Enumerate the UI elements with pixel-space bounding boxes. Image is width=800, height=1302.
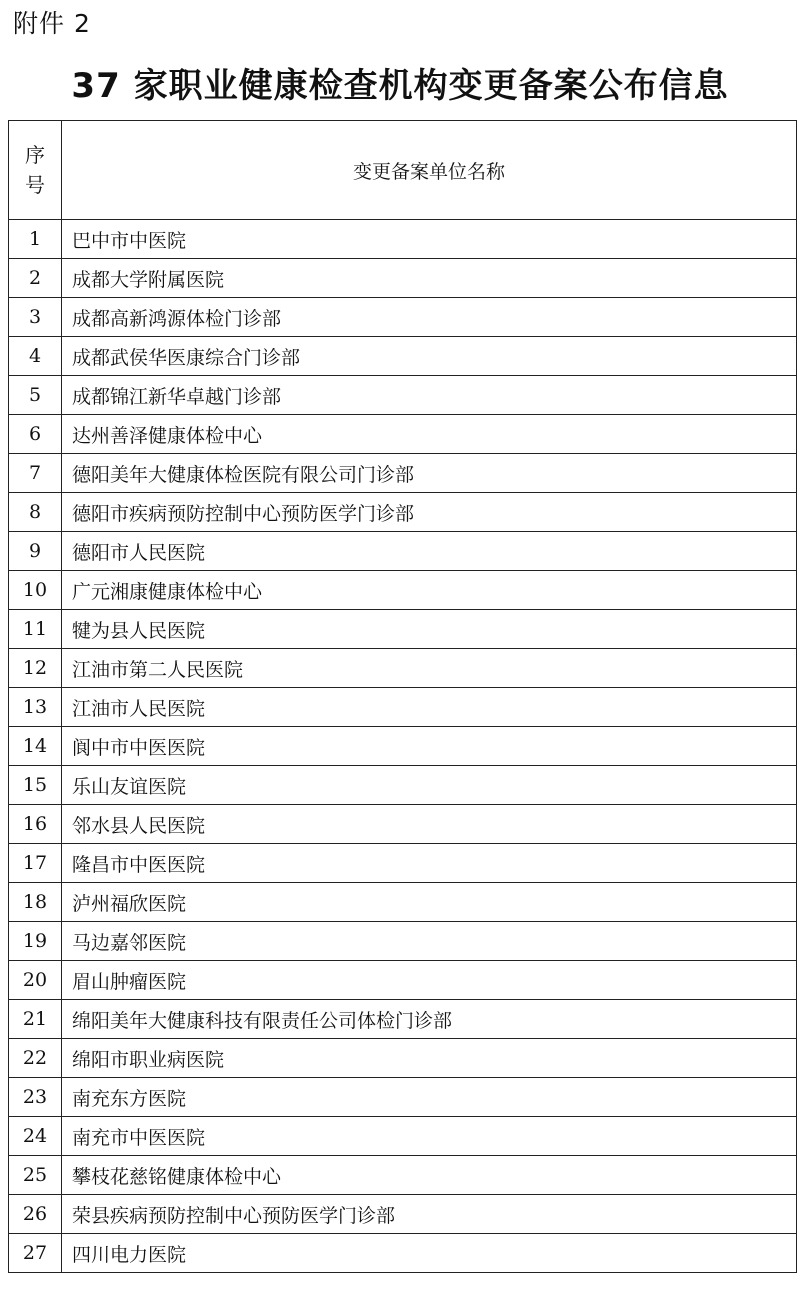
institution-name-cell: 广元湘康健康体检中心 (62, 571, 797, 610)
row-index-cell: 22 (9, 1039, 62, 1078)
institution-name-cell: 德阳美年大健康体检医院有限公司门诊部 (62, 454, 797, 493)
institution-name-cell: 南充市中医医院 (62, 1117, 797, 1156)
table-row (9, 1195, 797, 1234)
row-index-cell: 21 (9, 1000, 62, 1039)
table-row (9, 454, 797, 493)
row-index-cell: 27 (9, 1234, 62, 1273)
table-row (9, 532, 797, 571)
row-index-cell: 18 (9, 883, 62, 922)
table-row (9, 1000, 797, 1039)
institution-name-cell: 绵阳美年大健康科技有限责任公司体检门诊部 (62, 1000, 797, 1039)
row-index-cell: 19 (9, 922, 62, 961)
institution-name-cell: 马边嘉邻医院 (62, 922, 797, 961)
institution-name-cell: 绵阳市职业病医院 (62, 1039, 797, 1078)
table-row (9, 844, 797, 883)
row-index-cell: 12 (9, 649, 62, 688)
row-index-cell: 1 (9, 220, 62, 259)
row-index-cell: 2 (9, 259, 62, 298)
row-index-cell: 16 (9, 805, 62, 844)
row-index-cell: 25 (9, 1156, 62, 1195)
institution-name-cell: 隆昌市中医医院 (62, 844, 797, 883)
table-row (9, 610, 797, 649)
institution-name-cell: 犍为县人民医院 (62, 610, 797, 649)
institution-name-cell: 成都锦江新华卓越门诊部 (62, 376, 797, 415)
row-index-cell: 11 (9, 610, 62, 649)
table-body (9, 220, 797, 1273)
table-row (9, 649, 797, 688)
table-row (9, 493, 797, 532)
row-index-cell: 24 (9, 1117, 62, 1156)
table-row (9, 1117, 797, 1156)
row-index-cell: 20 (9, 961, 62, 1000)
institution-name-cell: 达州善泽健康体检中心 (62, 415, 797, 454)
institution-name-cell: 德阳市人民医院 (62, 532, 797, 571)
row-index-cell: 9 (9, 532, 62, 571)
institution-name-cell: 成都大学附属医院 (62, 259, 797, 298)
institution-name-cell: 乐山友谊医院 (62, 766, 797, 805)
institution-name-cell: 巴中市中医院 (62, 220, 797, 259)
index-column-header (9, 121, 62, 220)
row-index-cell: 7 (9, 454, 62, 493)
institution-name-cell: 四川电力医院 (62, 1234, 797, 1273)
table-row (9, 922, 797, 961)
table-row (9, 1078, 797, 1117)
table-row (9, 688, 797, 727)
table-row (9, 220, 797, 259)
table-row (9, 298, 797, 337)
table-row (9, 571, 797, 610)
row-index-cell: 5 (9, 376, 62, 415)
row-index-cell: 13 (9, 688, 62, 727)
name-column-header: 变更备案单位名称 (62, 121, 797, 220)
table-row (9, 883, 797, 922)
row-index-cell: 17 (9, 844, 62, 883)
table-row (9, 1156, 797, 1195)
table-header-row (9, 121, 797, 220)
table-row (9, 805, 797, 844)
institution-name-cell: 南充东方医院 (62, 1078, 797, 1117)
institution-name-cell: 德阳市疾病预防控制中心预防医学门诊部 (62, 493, 797, 532)
table-row (9, 766, 797, 805)
institution-name-cell: 成都高新鸿源体检门诊部 (62, 298, 797, 337)
row-index-cell: 4 (9, 337, 62, 376)
index-header-line1: 序 (25, 143, 45, 167)
institution-name-cell: 江油市人民医院 (62, 688, 797, 727)
institution-name-cell: 眉山肿瘤医院 (62, 961, 797, 1000)
row-index-cell: 3 (9, 298, 62, 337)
institution-name-cell: 攀枝花慈铭健康体检中心 (62, 1156, 797, 1195)
table-row (9, 376, 797, 415)
table-row (9, 337, 797, 376)
institution-name-cell: 荣县疾病预防控制中心预防医学门诊部 (62, 1195, 797, 1234)
table-row (9, 1039, 797, 1078)
table-row (9, 1234, 797, 1273)
institution-table (8, 120, 797, 1273)
institution-name-cell: 江油市第二人民医院 (62, 649, 797, 688)
row-index-cell: 8 (9, 493, 62, 532)
row-index-cell: 14 (9, 727, 62, 766)
row-index-cell: 10 (9, 571, 62, 610)
table-row (9, 415, 797, 454)
table-row (9, 727, 797, 766)
institution-name-cell: 泸州福欣医院 (62, 883, 797, 922)
row-index-cell: 23 (9, 1078, 62, 1117)
table-row (9, 961, 797, 1000)
row-index-cell: 15 (9, 766, 62, 805)
table-row (9, 259, 797, 298)
institution-name-cell: 阆中市中医医院 (62, 727, 797, 766)
institution-name-cell: 邻水县人民医院 (62, 805, 797, 844)
row-index-cell: 26 (9, 1195, 62, 1234)
attachment-label: 附件 2 (13, 9, 91, 38)
row-index-cell: 6 (9, 415, 62, 454)
document-title: 37 家职业健康检查机构变更备案公布信息 (71, 66, 729, 106)
institution-name-cell: 成都武侯华医康综合门诊部 (62, 337, 797, 376)
index-header-line2: 号 (25, 173, 45, 197)
